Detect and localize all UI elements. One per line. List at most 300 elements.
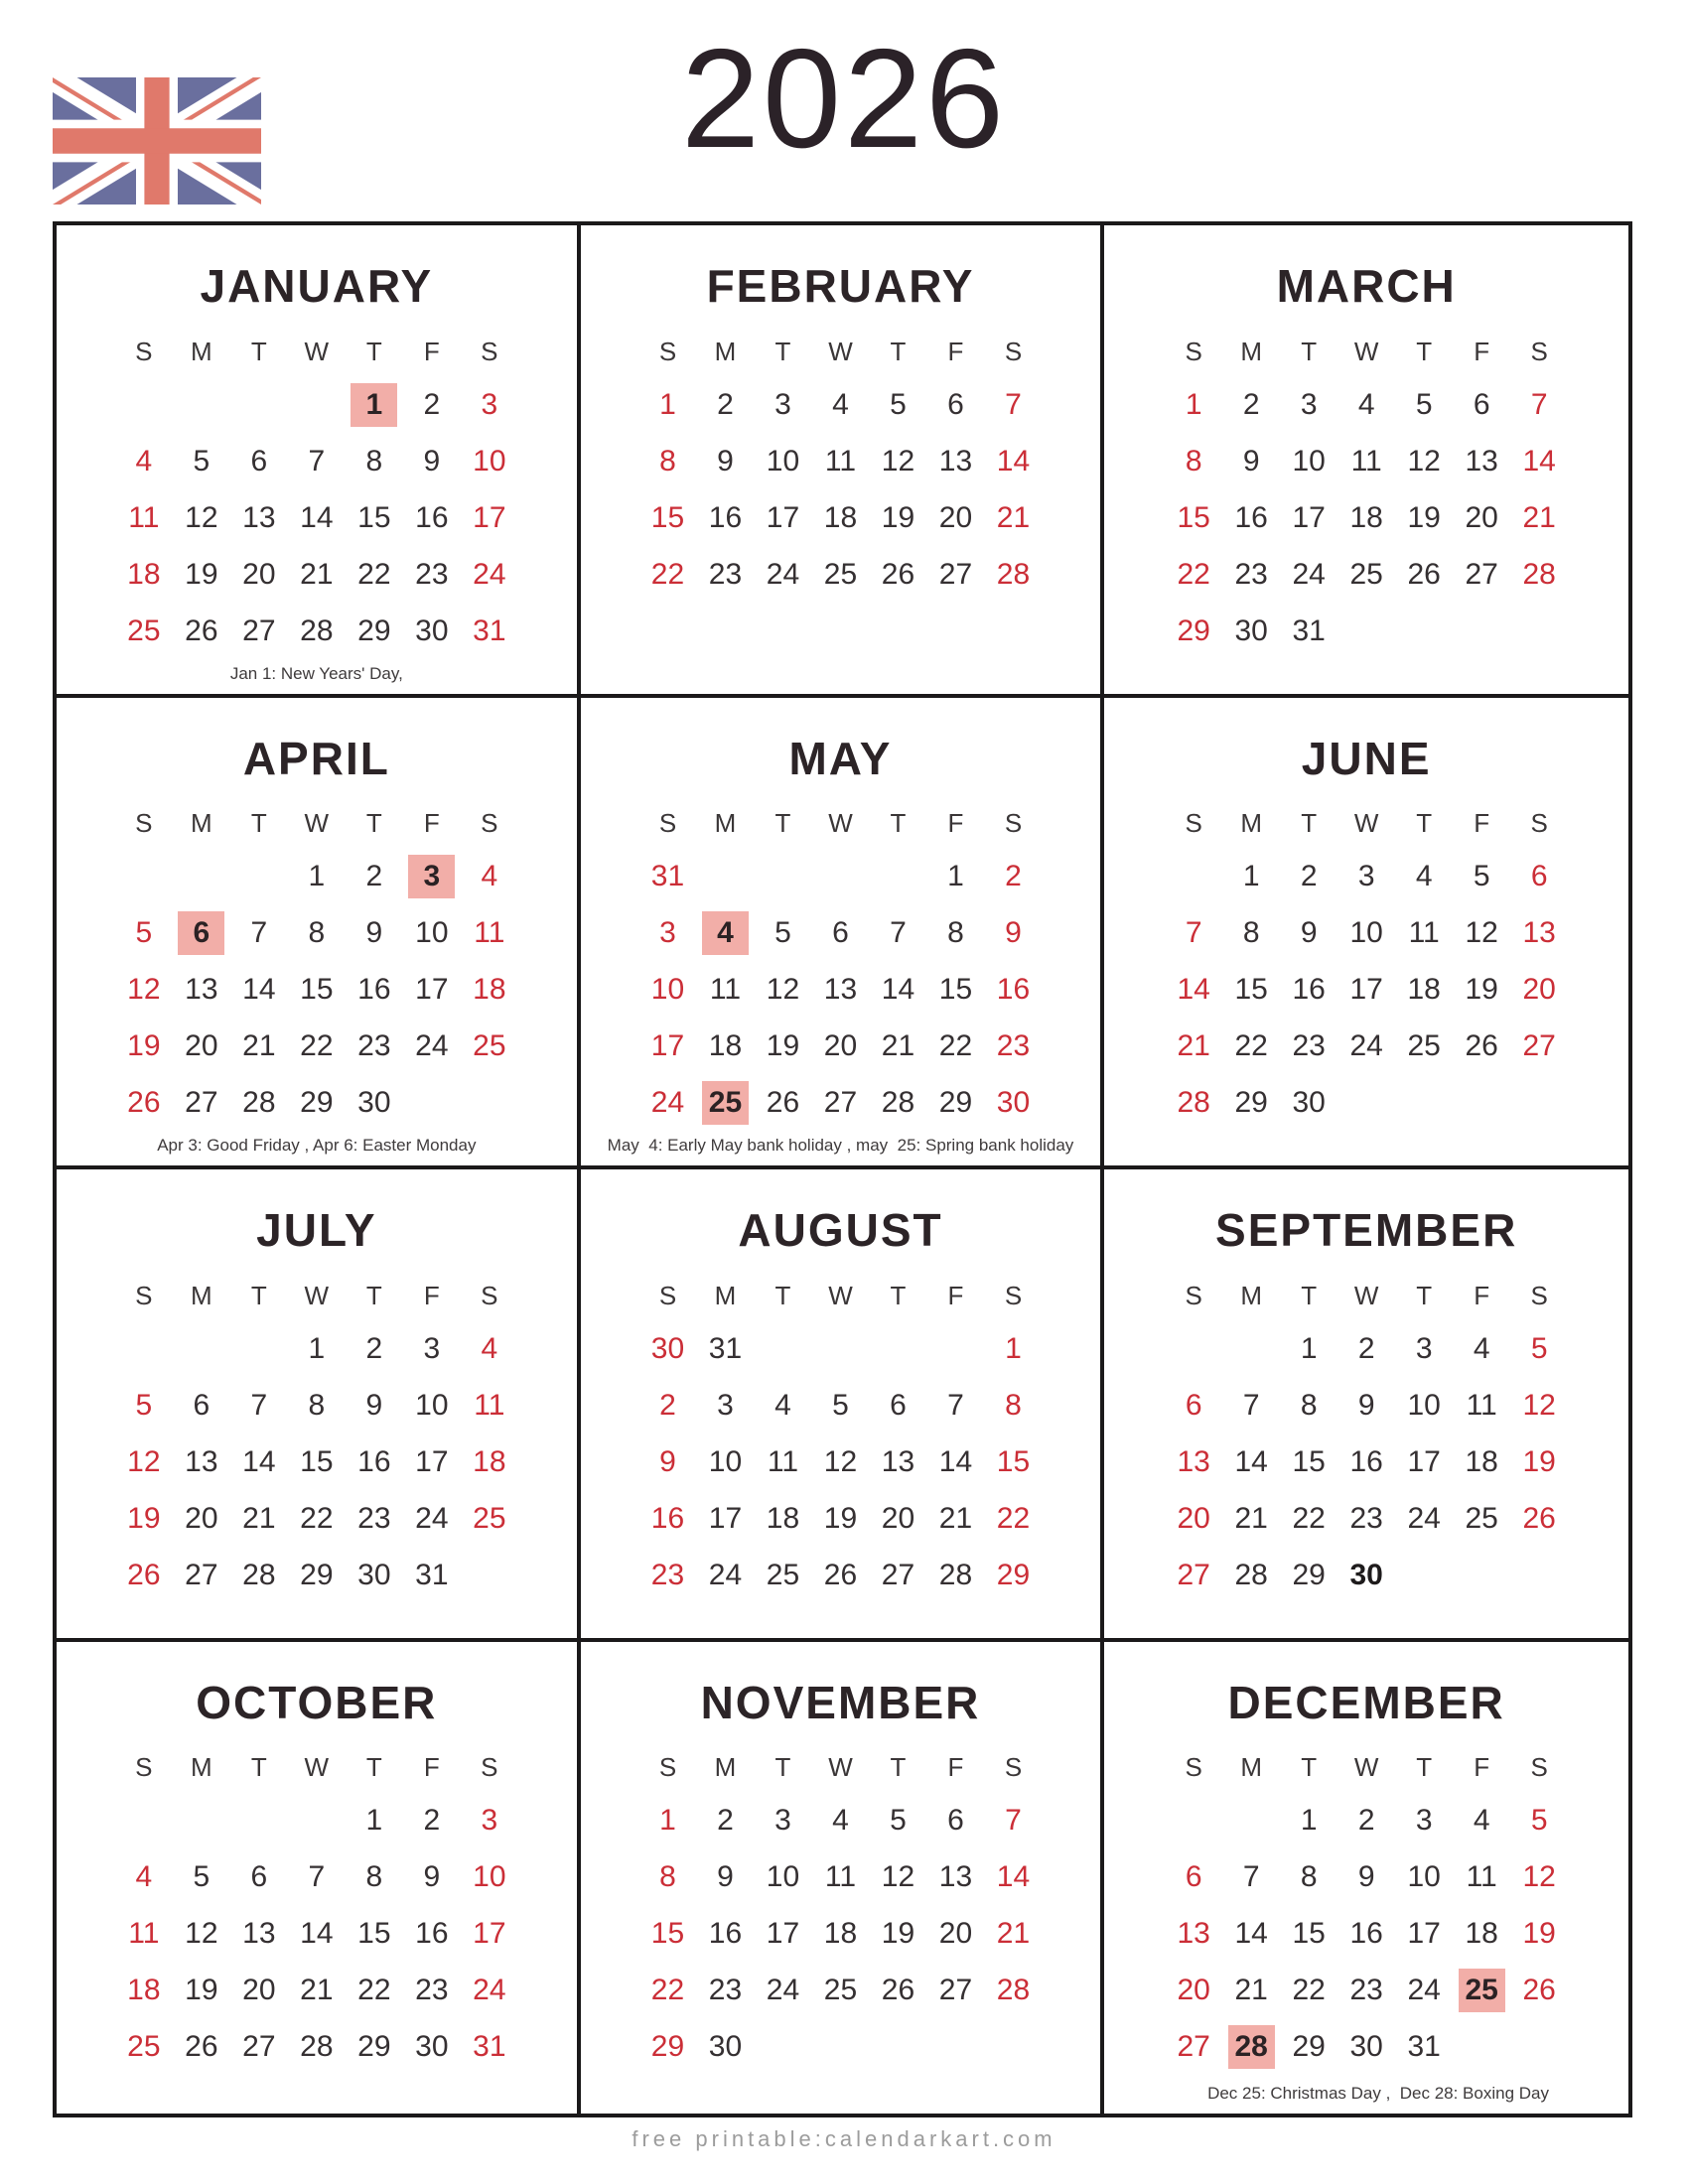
day-cell: 2	[1242, 387, 1260, 421]
day-cell: 3	[717, 1388, 734, 1422]
day-cell: 2	[365, 860, 383, 892]
day-cell: 9	[423, 444, 441, 478]
day-cell: 7	[1530, 387, 1548, 421]
day-cell: 15	[357, 1917, 391, 1950]
day-cell: 17	[1349, 973, 1383, 1006]
holiday-note: Apr 3: Good Friday , Apr 6: Easter Monday	[157, 1136, 477, 1155]
day-cell: 6	[1185, 1388, 1202, 1422]
day-cell: 19	[127, 1501, 161, 1535]
day-cell: 19	[185, 557, 218, 591]
day-cell: 28	[996, 557, 1031, 591]
day-cell: 23	[708, 557, 743, 591]
weekday-label: W	[304, 1280, 330, 1310]
day-cell: 2	[1357, 1804, 1375, 1837]
day-cell: 16	[357, 973, 391, 1006]
weekday-label: T	[1301, 808, 1318, 838]
day-cell: 11	[1466, 1860, 1497, 1893]
day-cell: 29	[996, 1558, 1031, 1591]
day-cell: 25	[1453, 1963, 1510, 2019]
weekday-header-row	[1104, 799, 1628, 849]
weekday-label: S	[1530, 1752, 1548, 1782]
day-cell: 15	[938, 973, 973, 1006]
day-cell: 10	[473, 1860, 506, 1893]
day-empty	[1395, 603, 1453, 659]
day-cell: 13	[1522, 916, 1556, 949]
week-row	[1104, 1377, 1628, 1433]
day-cell: 7	[1242, 1860, 1260, 1893]
day-empty	[230, 376, 288, 433]
day-cell: 9	[659, 1444, 676, 1478]
day-cell: 28	[300, 2030, 334, 2063]
day-cell: 26	[823, 1558, 858, 1591]
day-cell: 8	[1185, 444, 1202, 478]
weekday-label: S	[1185, 1280, 1202, 1310]
day-cell: 12	[1465, 916, 1498, 949]
weekday-label: T	[365, 808, 382, 838]
week-row	[581, 849, 1101, 905]
day-cell: 31	[473, 614, 506, 647]
day-cell: 10	[766, 444, 800, 478]
day-cell: 21	[300, 1974, 334, 2006]
day-cell: 9	[1242, 444, 1260, 478]
day-empty	[926, 2019, 984, 2076]
weekday-label: T	[890, 336, 907, 366]
day-cell: 27	[938, 557, 973, 591]
week-row	[57, 1547, 577, 1603]
week-row	[57, 546, 577, 603]
week-row	[57, 433, 577, 489]
day-cell: 19	[127, 1029, 161, 1062]
day-cell: 2	[1300, 860, 1318, 892]
weekday-label: S	[135, 1280, 153, 1310]
day-cell: 8	[659, 1860, 676, 1893]
week-row	[581, 546, 1101, 603]
day-cell: 26	[881, 1974, 915, 2006]
week-row	[581, 1320, 1101, 1377]
week-row	[581, 2019, 1101, 2076]
day-empty	[173, 849, 230, 905]
day-cell: 13	[242, 500, 276, 534]
day-cell: 17	[1292, 500, 1326, 534]
weekday-label: S	[1185, 808, 1202, 838]
day-cell: 10	[1407, 1860, 1441, 1893]
month-title: JULY	[256, 1204, 377, 1256]
month-cell	[57, 1169, 581, 1642]
weekday-label: F	[947, 1752, 964, 1782]
calendar-grid	[53, 221, 1632, 2117]
month-cell	[1104, 1169, 1628, 1642]
week-row	[581, 1433, 1101, 1490]
day-empty	[288, 376, 346, 433]
day-cell: 25	[1349, 557, 1383, 591]
weekday-label: S	[658, 336, 677, 366]
day-cell: 6	[832, 916, 849, 949]
weekday-label: F	[947, 336, 964, 366]
day-cell: 30	[650, 1331, 685, 1365]
week-row	[1104, 1490, 1628, 1547]
month-days	[581, 799, 1101, 1132]
weekday-label: W	[304, 808, 330, 838]
day-cell: 15	[300, 1444, 334, 1478]
day-cell: 12	[1407, 444, 1441, 478]
day-cell: 21	[996, 500, 1031, 534]
weekday-label: M	[190, 336, 212, 366]
day-empty	[869, 849, 926, 905]
day-cell: 19	[1465, 973, 1498, 1006]
day-empty	[173, 1793, 230, 1849]
day-cell: 16	[708, 1917, 743, 1950]
day-cell: 23	[357, 1501, 391, 1535]
day-cell: 23	[415, 557, 449, 591]
day-cell: 26	[881, 557, 915, 591]
month-title: OCTOBER	[196, 1676, 438, 1728]
weekday-label: T	[1301, 336, 1318, 366]
day-cell: 18	[473, 1444, 506, 1478]
week-row	[57, 376, 577, 433]
day-cell: 7	[250, 1388, 268, 1422]
week-row	[581, 433, 1101, 489]
day-cell: 16	[1349, 1917, 1383, 1950]
day-cell: 27	[823, 1086, 858, 1119]
week-row	[1104, 376, 1628, 433]
weekday-label: S	[658, 1752, 677, 1782]
day-cell: 9	[423, 1860, 441, 1893]
day-cell: 30	[357, 1558, 391, 1591]
week-row	[1104, 603, 1628, 659]
month-days	[57, 1271, 577, 1603]
day-cell: 12	[185, 1917, 218, 1950]
day-cell: 14	[996, 1860, 1031, 1893]
week-row	[57, 1377, 577, 1433]
day-cell: 24	[1407, 1501, 1441, 1535]
day-cell: 17	[473, 1917, 506, 1950]
day-empty	[1222, 1793, 1280, 1849]
day-cell: 23	[708, 1974, 743, 2006]
week-row	[1104, 1019, 1628, 1075]
day-cell: 31	[415, 1558, 449, 1591]
day-cell: 15	[650, 500, 685, 534]
day-cell: 26	[185, 2030, 218, 2063]
weekday-label: F	[947, 808, 964, 838]
day-cell: 11	[824, 444, 857, 478]
day-cell: 7	[1242, 1388, 1260, 1422]
day-cell: 15	[1292, 1444, 1326, 1478]
day-cell: 24	[415, 1029, 449, 1062]
weekday-label: T	[365, 1752, 382, 1782]
day-cell: 17	[415, 1444, 449, 1478]
day-cell: 5	[1473, 860, 1490, 892]
day-cell: 25	[1465, 1501, 1498, 1535]
day-cell: 3	[481, 1804, 498, 1837]
day-cell: 24	[766, 1974, 800, 2006]
weekday-header-row	[57, 327, 577, 376]
day-cell: 8	[308, 1388, 326, 1422]
day-cell: 29	[357, 2030, 391, 2063]
month-cell	[57, 225, 581, 698]
day-cell: 4	[135, 444, 153, 478]
day-cell: 19	[1522, 1917, 1556, 1950]
month-title: DECEMBER	[1227, 1676, 1505, 1728]
month-days	[581, 327, 1101, 603]
day-cell: 17	[415, 973, 449, 1006]
day-cell: 3	[659, 916, 676, 949]
day-cell: 28	[938, 1558, 973, 1591]
day-cell: 4	[1415, 860, 1433, 892]
day-cell: 5	[135, 1388, 153, 1422]
week-row	[57, 1433, 577, 1490]
week-row	[581, 905, 1101, 962]
day-cell: 10	[708, 1444, 743, 1478]
day-cell: 18	[1465, 1444, 1498, 1478]
day-cell: 16	[1349, 1444, 1383, 1478]
month-title: SEPTEMBER	[1215, 1204, 1518, 1256]
day-cell: 11	[128, 500, 160, 534]
day-cell: 7	[308, 444, 326, 478]
day-cell: 13	[823, 973, 858, 1006]
day-cell: 22	[1292, 1501, 1326, 1535]
day-cell: 25	[473, 1501, 506, 1535]
day-cell: 25	[823, 557, 858, 591]
day-cell: 18	[473, 973, 506, 1006]
weekday-header-row	[581, 799, 1101, 849]
week-row	[581, 962, 1101, 1019]
weekday-label: M	[1240, 336, 1262, 366]
week-row	[57, 1019, 577, 1075]
day-cell: 2	[717, 387, 734, 421]
day-cell: 3	[1415, 1804, 1433, 1837]
day-cell: 29	[650, 2030, 685, 2063]
day-cell: 26	[1407, 557, 1441, 591]
day-cell: 3	[1357, 860, 1375, 892]
day-cell: 11	[709, 973, 742, 1006]
month-cell	[57, 1642, 581, 2115]
month-days	[1104, 327, 1628, 659]
day-cell: 17	[650, 1029, 685, 1062]
day-cell: 9	[1005, 916, 1022, 949]
month-cell	[1104, 698, 1628, 1170]
day-cell: 3	[774, 387, 791, 421]
day-cell: 26	[127, 1558, 161, 1591]
week-row	[57, 1849, 577, 1906]
day-cell: 23	[1349, 1974, 1383, 2006]
weekday-label: F	[947, 1280, 964, 1310]
day-cell: 17	[1407, 1917, 1441, 1950]
day-cell: 14	[1234, 1444, 1268, 1478]
weekday-label: S	[481, 808, 498, 838]
weekday-label: T	[365, 336, 382, 366]
day-cell: 6	[173, 905, 230, 962]
day-cell: 29	[300, 1558, 334, 1591]
day-cell: 25	[696, 1075, 754, 1132]
day-cell: 14	[300, 1917, 334, 1950]
weekday-label: M	[1240, 1280, 1262, 1310]
weekday-label: W	[828, 1752, 853, 1782]
weekday-label: W	[1353, 1752, 1379, 1782]
day-cell: 12	[127, 1444, 161, 1478]
day-cell: 8	[365, 444, 383, 478]
day-cell: 14	[1522, 444, 1556, 478]
day-cell: 5	[193, 1860, 211, 1893]
week-row	[581, 1075, 1101, 1132]
day-cell: 21	[300, 557, 334, 591]
weekday-label: S	[1004, 1752, 1023, 1782]
day-cell: 12	[881, 1860, 915, 1893]
day-cell: 4	[774, 1388, 791, 1422]
day-empty	[403, 1075, 461, 1132]
day-cell: 1	[308, 1331, 326, 1365]
day-empty	[696, 849, 754, 905]
day-cell: 31	[708, 1331, 743, 1365]
day-cell: 25	[473, 1029, 506, 1062]
weekday-label: S	[1530, 1280, 1548, 1310]
day-cell: 19	[185, 1974, 218, 2006]
day-cell: 12	[823, 1444, 858, 1478]
week-row	[581, 1849, 1101, 1906]
day-cell: 26	[1522, 1974, 1556, 2006]
day-cell: 20	[185, 1501, 218, 1535]
day-cell: 25	[127, 2030, 161, 2063]
day-cell: 27	[1465, 557, 1498, 591]
day-cell: 12	[127, 973, 161, 1006]
day-cell: 14	[996, 444, 1031, 478]
week-row	[1104, 1075, 1628, 1132]
day-cell: 10	[1292, 444, 1326, 478]
weekday-label: M	[714, 1752, 737, 1782]
day-cell: 26	[766, 1086, 800, 1119]
weekday-label: M	[1240, 808, 1262, 838]
day-cell: 1	[947, 860, 964, 892]
day-empty	[1510, 2019, 1568, 2076]
day-cell: 31	[1407, 2030, 1441, 2063]
day-cell: 10	[1349, 916, 1383, 949]
day-cell: 4	[481, 860, 498, 892]
day-empty	[115, 376, 173, 433]
day-cell: 31	[473, 2030, 506, 2063]
weekday-label: W	[828, 1280, 853, 1310]
day-cell: 5	[890, 1804, 907, 1837]
week-row	[57, 905, 577, 962]
day-cell: 16	[415, 500, 449, 534]
day-cell: 12	[1522, 1388, 1556, 1422]
day-cell: 28	[996, 1974, 1031, 2006]
week-row	[581, 1547, 1101, 1603]
weekday-label: F	[423, 808, 440, 838]
weekday-label: T	[890, 1280, 907, 1310]
weekday-label: M	[190, 1752, 212, 1782]
day-cell: 7	[1185, 916, 1202, 949]
day-cell: 6	[947, 1804, 964, 1837]
day-empty	[115, 849, 173, 905]
day-cell: 4	[832, 1804, 849, 1837]
day-cell: 24	[415, 1501, 449, 1535]
weekday-label: F	[1474, 1280, 1490, 1310]
day-empty	[869, 1320, 926, 1377]
weekday-label: T	[1416, 336, 1433, 366]
day-cell: 13	[1465, 444, 1498, 478]
day-cell: 23	[1234, 557, 1268, 591]
day-cell: 27	[242, 614, 276, 647]
day-cell: 4	[1473, 1804, 1490, 1837]
day-cell: 20	[1177, 1974, 1210, 2006]
day-empty	[1222, 1320, 1280, 1377]
week-row	[581, 1377, 1101, 1433]
weekday-label: S	[658, 808, 677, 838]
month-cell	[581, 225, 1105, 698]
day-cell: 18	[127, 557, 161, 591]
weekday-label: M	[714, 808, 737, 838]
day-cell: 14	[242, 973, 276, 1006]
day-empty	[811, 1320, 869, 1377]
day-cell: 23	[1292, 1029, 1326, 1062]
weekday-label: S	[1004, 336, 1023, 366]
month-days	[1104, 1743, 1628, 2076]
weekday-label: S	[135, 1752, 153, 1782]
month-cell	[57, 698, 581, 1170]
day-cell: 28	[300, 614, 334, 647]
day-cell: 30	[708, 2030, 743, 2063]
month-title: APRIL	[242, 732, 390, 784]
day-cell: 25	[1407, 1029, 1441, 1062]
day-cell: 7	[1005, 1804, 1022, 1837]
week-row	[57, 962, 577, 1019]
day-cell: 23	[650, 1558, 685, 1591]
day-cell: 13	[1177, 1444, 1210, 1478]
day-cell: 27	[242, 2030, 276, 2063]
day-cell: 21	[1522, 500, 1556, 534]
day-empty	[230, 1793, 288, 1849]
day-cell: 19	[823, 1501, 858, 1535]
weekday-label: T	[774, 1280, 791, 1310]
weekday-label: W	[1353, 336, 1379, 366]
day-cell: 10	[650, 973, 685, 1006]
day-cell: 19	[881, 500, 915, 534]
day-empty	[754, 849, 811, 905]
day-cell: 27	[881, 1558, 915, 1591]
week-row	[581, 1490, 1101, 1547]
day-empty	[1453, 603, 1510, 659]
weekday-label: M	[714, 1280, 737, 1310]
day-cell: 20	[938, 1917, 973, 1950]
day-cell: 17	[708, 1501, 743, 1535]
day-cell: 23	[996, 1029, 1031, 1062]
day-cell: 11	[474, 916, 505, 949]
weekday-label: S	[1004, 1280, 1023, 1310]
day-cell: 4	[1357, 387, 1375, 421]
day-cell: 30	[1292, 1086, 1326, 1119]
day-cell: 21	[996, 1917, 1031, 1950]
week-row	[1104, 905, 1628, 962]
day-cell: 1	[1300, 1804, 1318, 1837]
day-cell: 14	[881, 973, 915, 1006]
day-empty	[288, 1793, 346, 1849]
day-cell: 3	[774, 1804, 791, 1837]
day-cell: 27	[185, 1558, 218, 1591]
day-cell: 6	[947, 387, 964, 421]
day-cell: 5	[193, 444, 211, 478]
day-cell: 29	[938, 1086, 973, 1119]
day-cell: 9	[365, 1388, 383, 1422]
day-cell: 9	[1357, 1860, 1375, 1893]
weekday-label: T	[1416, 1280, 1433, 1310]
day-empty	[1510, 603, 1568, 659]
day-cell: 6	[1473, 387, 1490, 421]
day-cell: 8	[1300, 1860, 1318, 1893]
month-days	[581, 1271, 1101, 1603]
week-row	[1104, 1906, 1628, 1963]
day-cell: 5	[890, 387, 907, 421]
week-row	[1104, 962, 1628, 1019]
week-row	[1104, 2019, 1628, 2076]
